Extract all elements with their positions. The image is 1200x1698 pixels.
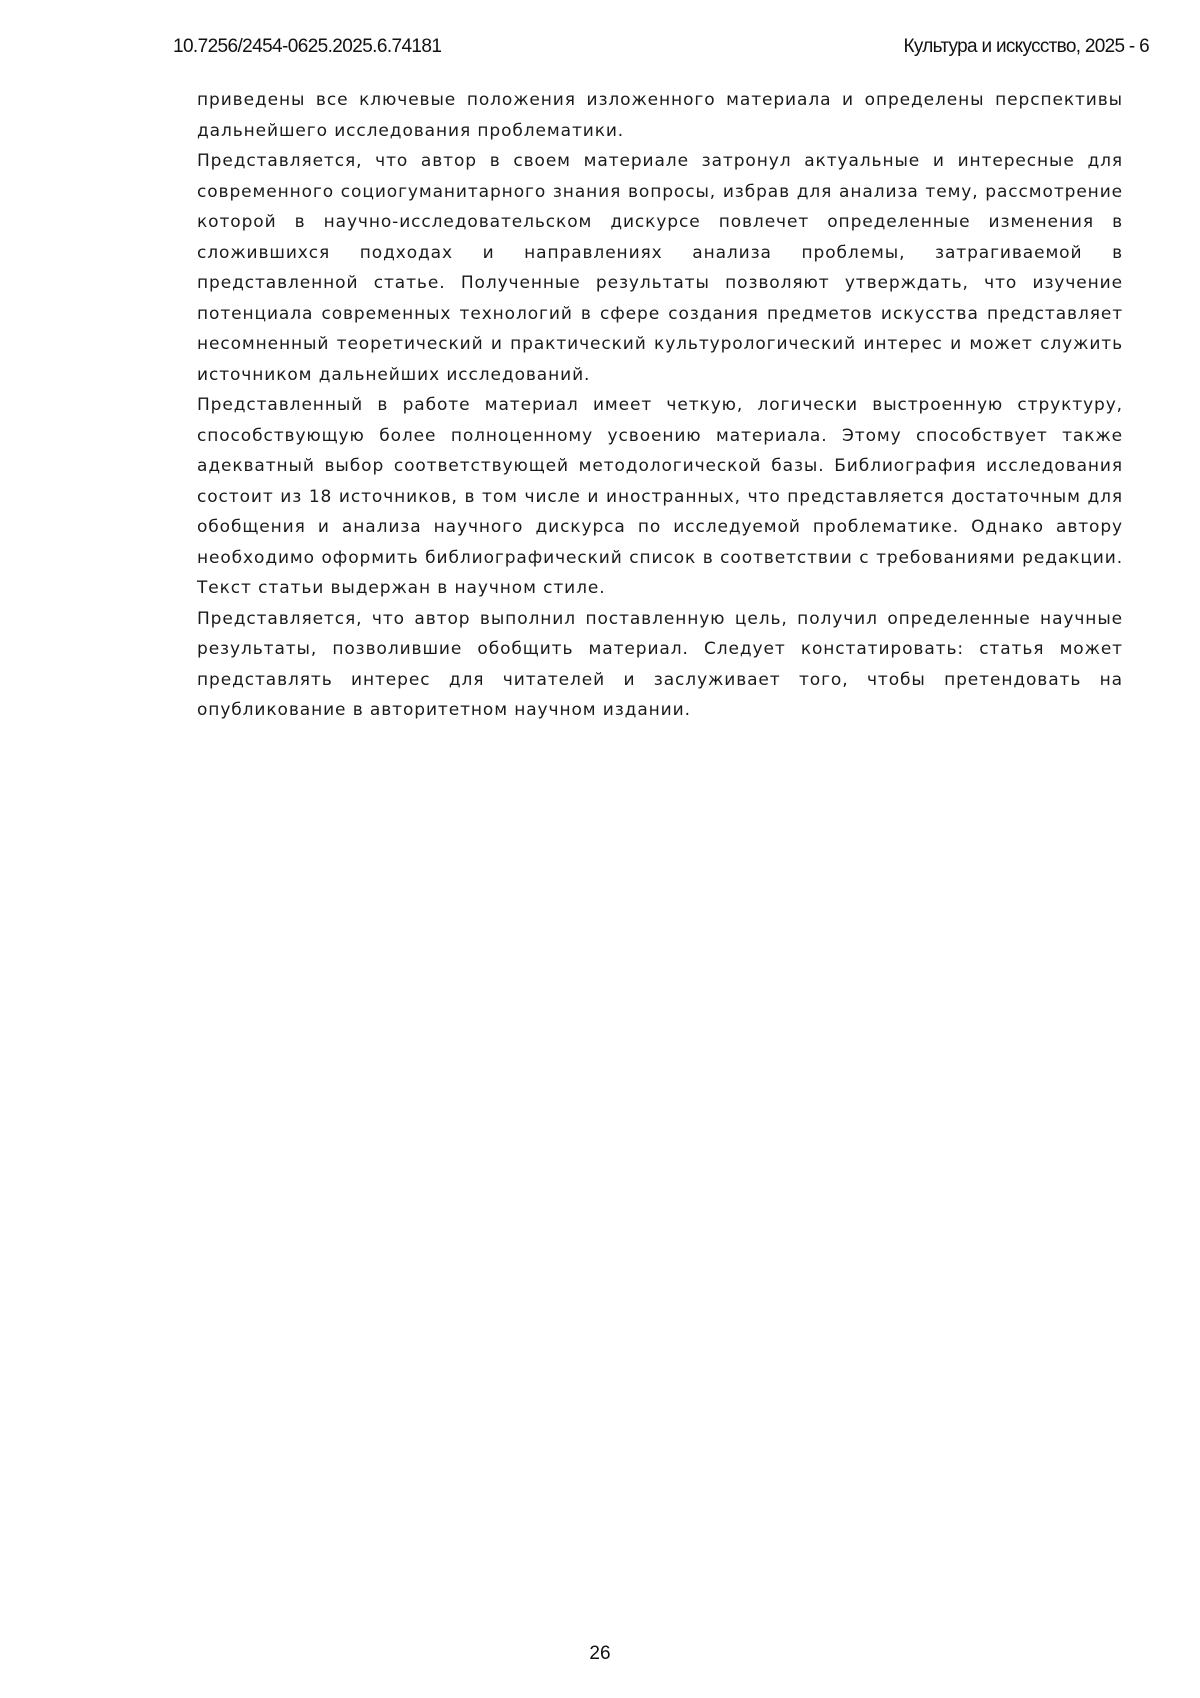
article-body xyxy=(197,85,1123,726)
paragraph-2: Представляется, что автор в своем материале затронул актуальные и интересные для современного социогуманитарного знания вопросы, избрав для анализа тему, рассмотрение которой в научно-исследовательском дискурсе повлечет определенные изменения в сложившихся подходах и направлениях анализа проблемы, затрагиваемой в представленной статье. Полученные результаты позволяют утверждать, что изучение потенциала современных технологий в сфере создания предметов искусства представляет несомненный теоретический и практический культурологический интерес и может служить источником дальнейших исследований. xyxy=(197,151,1123,385)
paragraph-3: Представленный в работе материал имеет четкую, логически выстроенную структуру, способствующую более полноценному усвоению материала. Этому способствует также адекватный выбор соответствующей методологической базы. Библиография исследования состоит из 18 источников, в том числе и иностранных, что представляется достаточным для обобщения и анализа научного дискурса по исследуемой проблематике. Однако автору необходимо оформить библиографический список в соответствии с требованиями редакции. Текст статьи выдержан в научном стиле. xyxy=(197,395,1123,598)
paragraph-4: Представляется, что автор выполнил поставленную цель, получил определенные научные результаты, позволившие обобщить материал. Следует констатировать: статья может представлять интерес для читателей и заслуживает того, чтобы претендовать на опубликование в авторитетном научном издании. xyxy=(197,608,1123,720)
paragraph-1: приведены все ключевые положения изложенного материала и определены перспективы дальнейшего исследования проблематики. xyxy=(197,90,1123,141)
page-number: 26 xyxy=(589,1643,611,1664)
doi-header: 10.7256/2454-0625.2025.6.74181 xyxy=(173,36,442,57)
journal-header: Культура и искусство, 2025 - 6 xyxy=(903,36,1149,57)
